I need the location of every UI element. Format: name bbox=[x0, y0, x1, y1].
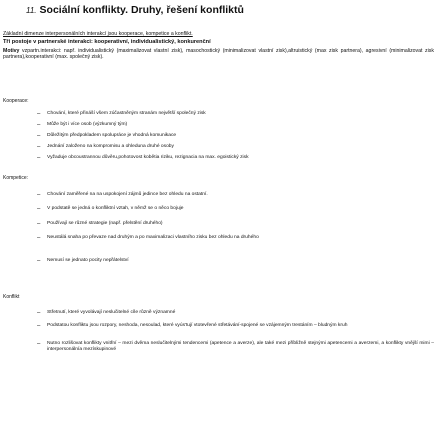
list-item: V podstatě se jedná o konfliktní vztah, v němž se o něco bojuje bbox=[47, 206, 184, 211]
bullet-dash: – bbox=[37, 206, 41, 212]
list-item: Neustálá snaha po převaze nad druhým a po maximalizaci vlastního zisku bez ohledu na druhého bbox=[47, 235, 259, 240]
bullet-dash: – bbox=[37, 310, 41, 316]
list-item: Chování, které přináší všem zúčastněným stranám největší společný zisk bbox=[47, 111, 206, 116]
intro-dimensions: Základní dimenze interpersonálních interakcí jsou kooperace, kompetice a konflikt. bbox=[3, 31, 193, 37]
bullet-dash: – bbox=[37, 341, 41, 347]
heading-text: Sociální konflikty. Druhy, řešení konfliktů bbox=[39, 4, 244, 16]
bullet-dash: – bbox=[37, 192, 41, 198]
bullet-dash: – bbox=[37, 122, 41, 128]
section-label-kooperace: Kooperace: bbox=[3, 98, 29, 104]
motives-label: Motivy bbox=[3, 48, 20, 54]
section-label-konflikt: Konflikt bbox=[3, 294, 20, 300]
list-item: Nutno rozlišovat konflikty vnitřní – mezi dvěma neslučitelnými tendencemi (apetence a averze), ale také mezi příbližně stejnými apetencemi a averzemi, a konflikty vnější mimi – interpersonálnía mezískupinové bbox=[47, 341, 434, 352]
intro-motives bbox=[3, 48, 434, 60]
bullet-dash: – bbox=[37, 155, 41, 161]
bullet-dash: – bbox=[37, 323, 41, 329]
bullet-dash: – bbox=[37, 133, 41, 139]
list-item: Podstatou konfliktu jsou rozpory, neshoda, nesoulad, které vyús'tují vtotevřené střetávání-spojené se vzájemným trestáním – bludným kruh bbox=[47, 323, 348, 328]
section-label-kompetice: Kompetice: bbox=[3, 175, 29, 181]
list-item: Používají se různé strategie (např. přelstění druhého) bbox=[47, 221, 163, 226]
bullet-dash: – bbox=[37, 111, 41, 117]
bullet-dash: – bbox=[37, 235, 41, 241]
motives-text: vzpartn.interakci: např. individualistický (maximalizovat vlastní zisk), masochostický (minimalizovat vlastní zisk),altruistický (max zisk partnera), agresivní (minimalizovat zisk partnera),kooperativní (max. společný zisk). bbox=[3, 48, 434, 60]
list-item: Jednání založeno na kompromisu a ohleduna druhé osoby bbox=[47, 144, 174, 149]
page-title bbox=[26, 4, 244, 16]
bullet-dash: – bbox=[37, 221, 41, 227]
list-item: Může být i více osob (výzkumný tým) bbox=[47, 122, 128, 127]
list-item: Důležitým předpokladem spolupráce je vhodná komunikace bbox=[47, 133, 177, 138]
intro-three-attitudes: Tři postoje v partnerské interakci: kooperativní, individualistický, konkurenční bbox=[3, 39, 211, 45]
list-item: Nemusí se jednato pocity nepřátelství bbox=[47, 258, 129, 263]
list-item: Chování zaměřené na na uspokojení zájmů jedince bez ohledu na ostatní. bbox=[47, 192, 208, 197]
heading-number: 11. bbox=[26, 6, 37, 15]
list-item: Vyžaduje obcoustrannou důvěru,pohotovost kobětia riziku, rezignacia na max. egoistický zisk bbox=[47, 155, 249, 160]
bullet-dash: – bbox=[37, 144, 41, 150]
list-item: Střetnutí, které vyvolávají neslučitelné cíle různě významné bbox=[47, 310, 176, 315]
bullet-dash: – bbox=[37, 258, 41, 264]
